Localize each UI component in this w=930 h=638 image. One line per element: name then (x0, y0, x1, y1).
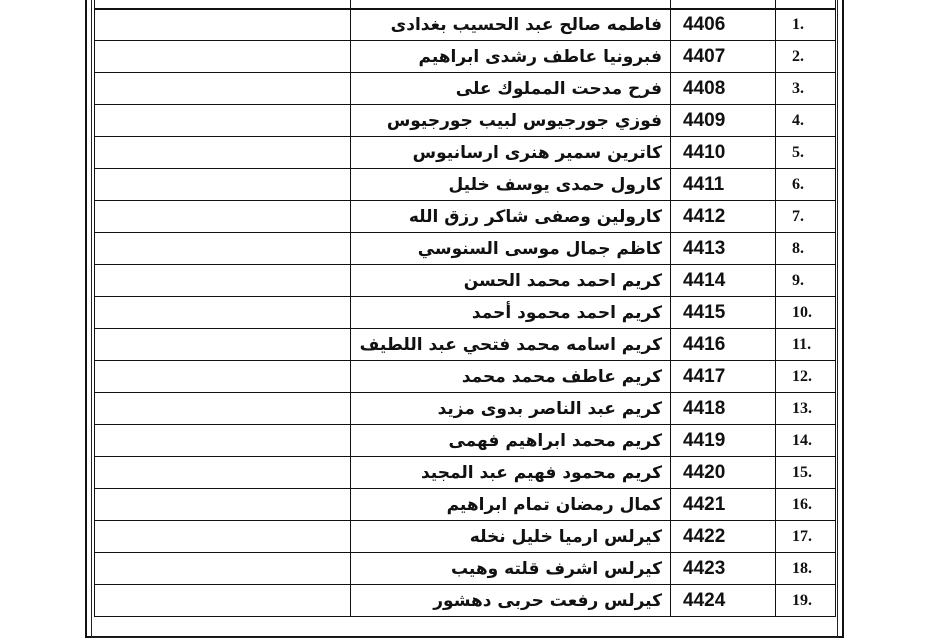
seat-number: 4420 (671, 457, 776, 489)
table-row (95, 105, 836, 137)
student-name: كريم احمد محمد الحسن (351, 265, 671, 297)
seat-number: 4409 (671, 105, 776, 137)
signature-cell (95, 201, 351, 233)
seat-number: 4408 (671, 73, 776, 105)
seat-number: 4411 (671, 169, 776, 201)
signature-cell (95, 169, 351, 201)
signature-cell (95, 521, 351, 553)
row-index: 10. (776, 297, 836, 329)
signature-cell (95, 585, 351, 617)
student-name: كيرلس رفعت حربى دهشور (351, 585, 671, 617)
table-row (95, 329, 836, 361)
student-name: فاطمه صالح عبد الحسيب بغدادى (351, 9, 671, 41)
row-index: 7. (776, 201, 836, 233)
seat-number: 4421 (671, 489, 776, 521)
seat-number: 4419 (671, 425, 776, 457)
table-row (95, 393, 836, 425)
row-index: 12. (776, 361, 836, 393)
seat-number: 4414 (671, 265, 776, 297)
student-name: كريم عبد الناصر بدوى مزيد (351, 393, 671, 425)
seat-number: 4406 (671, 9, 776, 41)
signature-cell (95, 41, 351, 73)
row-index: 17. (776, 521, 836, 553)
seat-number: 4423 (671, 553, 776, 585)
row-index: 13. (776, 393, 836, 425)
row-index: 2. (776, 41, 836, 73)
seat-number: 4417 (671, 361, 776, 393)
signature-cell (95, 361, 351, 393)
seat-number: 4407 (671, 41, 776, 73)
student-name: كارولين وصفى شاكر رزق الله (351, 201, 671, 233)
row-index: 6. (776, 169, 836, 201)
header-cell-number (776, 0, 836, 9)
student-name: كريم محمود فهيم عبد المجيد (351, 457, 671, 489)
header-row (95, 0, 836, 9)
signature-cell (95, 9, 351, 41)
table-row (95, 489, 836, 521)
signature-cell (95, 457, 351, 489)
seat-number: 4412 (671, 201, 776, 233)
table-row (95, 425, 836, 457)
table-row (95, 73, 836, 105)
table-row (95, 169, 836, 201)
signature-cell (95, 553, 351, 585)
student-name: كاظم جمال موسى السنوسي (351, 233, 671, 265)
student-name: فرح مدحت المملوك على (351, 73, 671, 105)
seat-number: 4413 (671, 233, 776, 265)
seat-number: 4424 (671, 585, 776, 617)
roster-body (95, 0, 836, 617)
table-row (95, 265, 836, 297)
row-index: 15. (776, 457, 836, 489)
row-index: 16. (776, 489, 836, 521)
signature-cell (95, 393, 351, 425)
row-index: 19. (776, 585, 836, 617)
student-name: كيرلس ارميا خليل نخله (351, 521, 671, 553)
signature-cell (95, 489, 351, 521)
row-index: 5. (776, 137, 836, 169)
student-name: كريم محمد ابراهيم فهمى (351, 425, 671, 457)
seat-number: 4416 (671, 329, 776, 361)
student-name: كريم احمد محمود أحمد (351, 297, 671, 329)
student-name: كاترين سمير هنرى ارسانيوس (351, 137, 671, 169)
header-cell-signature (95, 0, 351, 9)
student-name: كمال رمضان تمام ابراهيم (351, 489, 671, 521)
student-name: فبرونيا عاطف رشدى ابراهيم (351, 41, 671, 73)
signature-cell (95, 329, 351, 361)
signature-cell (95, 265, 351, 297)
table-row (95, 41, 836, 73)
seat-number: 4415 (671, 297, 776, 329)
table-row (95, 233, 836, 265)
seat-number: 4422 (671, 521, 776, 553)
row-index: 14. (776, 425, 836, 457)
table-row (95, 585, 836, 617)
table-row (95, 361, 836, 393)
row-index: 8. (776, 233, 836, 265)
signature-cell (95, 73, 351, 105)
row-index: 11. (776, 329, 836, 361)
student-name: كارول حمدى يوسف خليل (351, 169, 671, 201)
row-index: 18. (776, 553, 836, 585)
table-row (95, 9, 836, 41)
signature-cell (95, 425, 351, 457)
student-name: فوزي جورجيوس لبيب جورجيوس (351, 105, 671, 137)
table-row (95, 137, 836, 169)
student-name: كريم اسامه محمد فتحي عبد اللطيف (351, 329, 671, 361)
signature-cell (95, 105, 351, 137)
row-index: 9. (776, 265, 836, 297)
seat-number: 4410 (671, 137, 776, 169)
signature-cell (95, 233, 351, 265)
header-cell-code (671, 0, 776, 9)
student-name: كريم عاطف محمد محمد (351, 361, 671, 393)
row-index: 3. (776, 73, 836, 105)
table-row (95, 201, 836, 233)
student-name: كيرلس اشرف قلته وهيب (351, 553, 671, 585)
student-roster-table (94, 0, 836, 617)
table-row (95, 457, 836, 489)
table-row (95, 521, 836, 553)
row-index: 4. (776, 105, 836, 137)
signature-cell (95, 137, 351, 169)
table-row (95, 297, 836, 329)
row-index: 1. (776, 9, 836, 41)
signature-cell (95, 297, 351, 329)
header-cell-name (351, 0, 671, 9)
seat-number: 4418 (671, 393, 776, 425)
table-row (95, 553, 836, 585)
